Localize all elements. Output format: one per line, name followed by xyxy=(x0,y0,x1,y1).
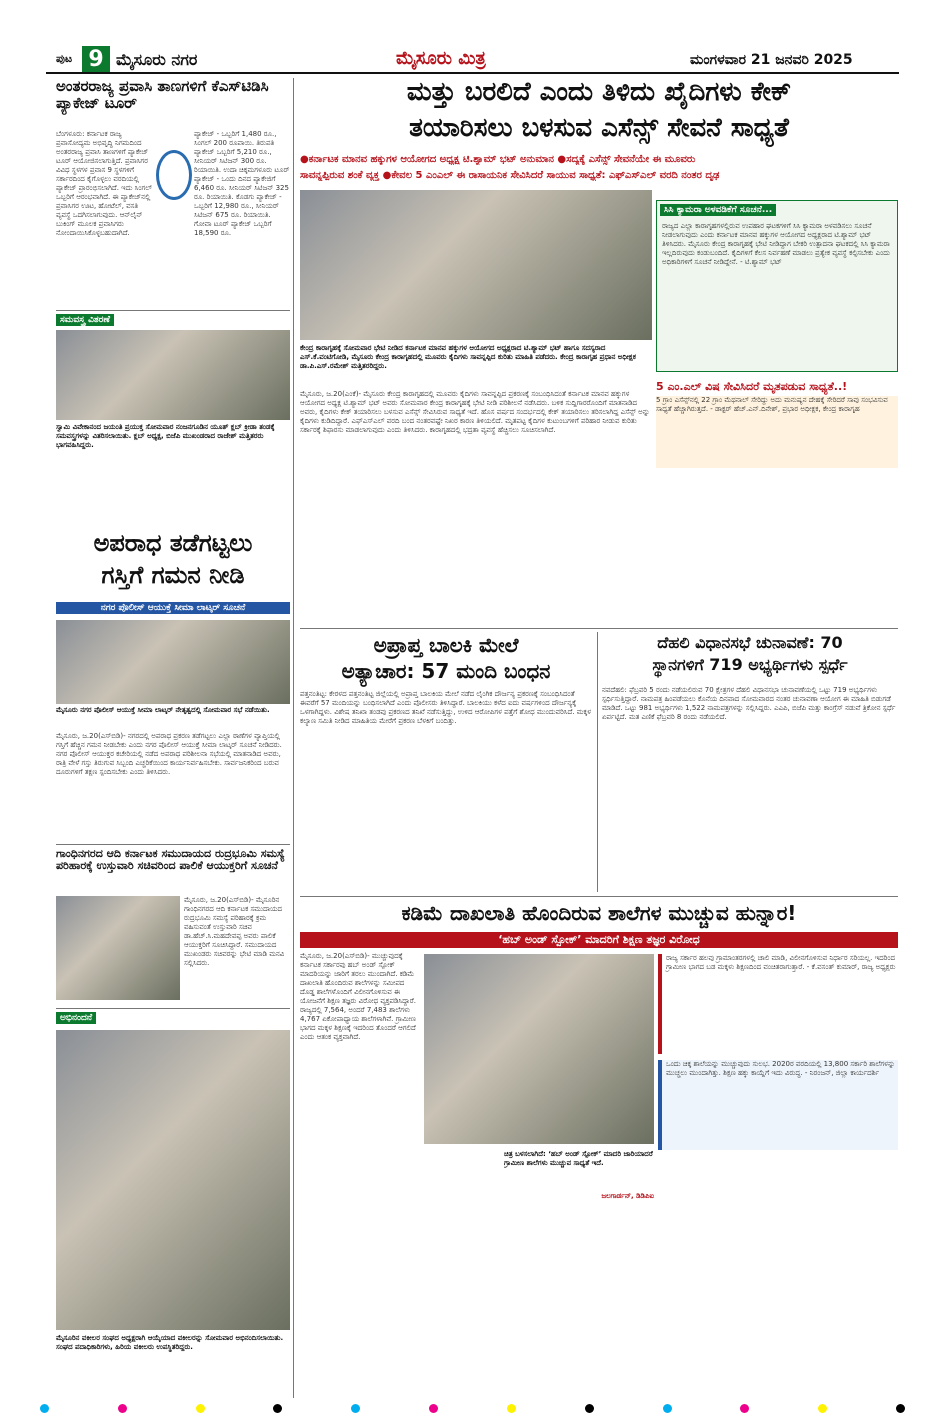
schools-quote-1: ರಾಜ್ಯ ಸರ್ಕಾರ ಹಲವು ಗ್ರಾಮಾಂತರಗಳಲ್ಲಿ ಚಾಲಿ ಮಾಡಿ, ವಿಲೀನಗೊಳಿಸುವ ನಿರ್ಧಾರ ಸರಿಯಲ್ಲ. ಇದರಿಂದ ಗ್ರಾಮೀಣ ಭಾಗದ ಬಡ ಮಕ್ಕಳು ಶಿಕ್ಷಣದಿಂದ ವಂಚಿತರಾಗುತ್ತಾರೆ. - ಕೆ.ವಸಂತ್ ಕುಮಾರ್, ರಾಜ್ಯ ಅಧ್ಯಕ್ಷರು xyxy=(658,954,898,1054)
cake-subhead-1: ●ಕರ್ನಾಟಕ ಮಾನವ ಹಕ್ಕುಗಳ ಆಯೋಗದ ಅಧ್ಯಕ್ಷ ಟಿ.ಶ್ಯಾಮ್ ಭಟ್ ಅನುಮಾನ ●ಸದ್ಯಕ್ಕೆ ಎಸೆನ್ಸ್ ಸೇವನೆಯೇ ಈ ಮೂವರು xyxy=(300,154,696,165)
schools-body-right xyxy=(658,1156,898,1392)
crime-caption: ಮೈಸೂರು ನಗರ ಪೊಲೀಸ್ ಆಯುಕ್ತೆ ಸೀಮಾ ಲಾಟ್ಕರ್ ನೇತೃತ್ವದಲ್ಲಿ ಸೋಮವಾರ ಸಭೆ ನಡೆಯಿತು. xyxy=(56,706,270,714)
cyan-dot xyxy=(351,1404,360,1413)
poison-alert-body: 5 ಗ್ರಾಂ ಎಸೆನ್ಸ್‌ನಲ್ಲಿ 22 ಗ್ರಾಂ ಮೆಥನಾಲ್ ಸೇರಿದ್ದು ಅದು ಮನುಷ್ಯನ ದೇಹಕ್ಕೆ ಸೇರಿದರೆ ಸಾವು ಸಂಭವಿಸುವ ಸಾಧ್ಯತೆ ಹೆಚ್ಚಾಗಿರುತ್ತದೆ. - ಡಾಕ್ಟರ್ ಹೆಚ್.ಎನ್.ದಿನೇಶ್, ಪ್ರಭಾರ ಅಧೀಕ್ಷಕ, ಕೇಂದ್ರ ಕಾರಾಗೃಹ xyxy=(656,396,898,468)
delhi-headline-1: ದೆಹಲಿ ವಿಧಾನಸಭೆ ಚುನಾವಣೆ: 70 xyxy=(657,633,843,652)
poison-alert-title: 5 ಎಂ.ಎಲ್ ವಿಷ ಸೇವಿಸಿದರೆ ಮೃತಪಡುವ ಸಾಧ್ಯತೆ..! xyxy=(656,380,848,393)
cake-subhead-2: ಸಾವನ್ನಪ್ಪಿರುವ ಶಂಕೆ ವ್ಯಕ್ತ ●ಕೇವಲ 5 ಎಂಎಲ್ ಈ ರಾಸಾಯನಿಕ ಸೇವಿಸಿದರೆ ಸಾಯುವ ಸಾಧ್ಯತೆ: ಎಫ್‌ಎಸ್‌ಎಲ್ ವರದಿ ನಂತರ ದೃಢ xyxy=(300,170,720,181)
felicitation2-caption: ಮೈಸೂರಿನ ವಕೀಲರ ಸಂಘದ ಅಧ್ಯಕ್ಷರಾಗಿ ಆಯ್ಕೆಯಾದ ವಕೀಲರನ್ನು ಸೋಮವಾರ ಅಭಿನಂದಿಸಲಾಯಿತು. ಸಂಘದ ಪದಾಧಿಕಾರಿಗಳು, ಹಿರಿಯ ವಕೀಲರು ಉಪಸ್ಥಿತರಿದ್ದರು. xyxy=(56,1334,284,1351)
schools-photo-caption: ಚಿತ್ರ ಬಳಸಲಾಗಿದೆ: ‘ಹಬ್ ಅಂಡ್ ಸ್ಪೋಕ್’ ಮಾದರಿ ಜಾರಿಯಾದರೆ ಗ್ರಾಮೀಣ ಶಾಲೆಗಳು ಮುಚ್ಚುವ ಸಾಧ್ಯತೆ ಇದೆ. xyxy=(504,1150,653,1167)
schools-body: ಮೈಸೂರು, ಜ.20(ಎಸ್‌ಬಿಡಿ)- ಮುಚ್ಚುವುದಕ್ಕೆ ಕರ್ನಾಟಕ ಸರ್ಕಾರವು ಹಬ್ ಅಂಡ್ ಸ್ಪೋಕ್ ಮಾದರಿಯನ್ನು ಜಾರಿಗೆ ತರಲು ಮುಂದಾಗಿದೆ. ಕಡಿಮೆ ದಾಖಲಾತಿ ಹೊಂದಿರುವ ಶಾಲೆಗಳನ್ನು ಸಮೀಪದ ದೊಡ್ಡ ಶಾಲೆಗಳೊಂದಿಗೆ ವಿಲೀನಗೊಳಿಸುವ ಈ ಯೋಜನೆಗೆ ಶಿಕ್ಷಣ ತಜ್ಞರು ವಿರೋಧ ವ್ಯಕ್ತಪಡಿಸಿದ್ದಾರೆ. ರಾಜ್ಯದಲ್ಲಿ 7,564, ಅಂದರೆ 7,483 ಶಾಲೆಗಳು 4,767 ಏಕೋಪಾಧ್ಯಾಯ ಶಾಲೆಗಳಾಗಿವೆ. ಗ್ರಾಮೀಣ ಭಾಗದ ಮಕ್ಕಳ ಶಿಕ್ಷಣಕ್ಕೆ ಇದರಿಂದ ತೊಂದರೆ ಆಗಲಿದೆ ಎಂದು ಆತಂಕ ವ್ಯಕ್ತವಾಗಿದೆ. xyxy=(300,952,416,1041)
black-dot xyxy=(585,1404,594,1413)
magenta-dot xyxy=(429,1404,438,1413)
schools-quote-2: ಒಂದು ಚಿಕ್ಕ ಶಾಲೆಯನ್ನು ಮುಚ್ಚುವುದು ಸುಲಭ. 2020ರ ವರದಿಯಲ್ಲಿ 13,800 ಸರ್ಕಾರಿ ಶಾಲೆಗಳನ್ನು ಮುಚ್ಚಲು ಮುಂದಾಗಿತ್ತು. ಶಿಕ್ಷಣ ಹಕ್ಕು ಕಾಯ್ದೆಗೆ ಇದು ವಿರುದ್ಧ. - ನಿರಂಜನ್, ಜಿಲ್ಲಾ ಕಾರ್ಯದರ್ಶಿ xyxy=(658,1060,898,1150)
crime-photo xyxy=(56,620,290,704)
schools-headline: ಕಡಿಮೆ ದಾಖಲಾತಿ ಹೊಂದಿರುವ ಶಾಲೆಗಳ ಮುಚ್ಚುವ ಹುನ್ನಾರ! xyxy=(401,901,797,925)
cake-photo xyxy=(300,190,652,340)
gandhinagar-body: ಮೈಸೂರು, ಜ.20(ಎಸ್‌ಬಿಡಿ)- ಮೈಸೂರಿನ ಗಾಂಧಿನಗರದ ಆದಿ ಕರ್ನಾಟಕ ಸಮುದಾಯದ ರುದ್ರಭೂಮಿ ಸಮಸ್ಯೆ ಪರಿಹಾರಕ್ಕೆ ಕ್ರಮ ವಹಿಸುವಂತೆ ಉಸ್ತುವಾರಿ ಸಚಿವ ಡಾ.ಹೆಚ್.ಸಿ.ಮಹದೇವಪ್ಪ ಅವರು ಪಾಲಿಕೆ ಆಯುಕ್ತರಿಗೆ ಸೂಚಿಸಿದ್ದಾರೆ. ಸಮುದಾಯದ ಮುಖಂಡರು ಸಚಿವರನ್ನು ಭೇಟಿ ಮಾಡಿ ಮನವಿ ಸಲ್ಲಿಸಿದರು. xyxy=(184,896,285,967)
header-rule xyxy=(46,72,899,74)
ksrtc-body-left: ಬೆಂಗಳೂರು: ಕರ್ನಾಟಕ ರಾಜ್ಯ ಪ್ರವಾಸೋದ್ಯಮ ಅಭಿವೃದ್ಧಿ ನಿಗಮದಿಂದ ಅಂತರರಾಜ್ಯ ಪ್ರವಾಸಿ ತಾಣಗಳಿಗೆ ಪ್ಯಾಕೇಜ್ ಟೂರ್ ಆಯೋಜಿಸಲಾಗುತ್ತಿದೆ. ಪ್ರವಾಸಿಗರ ವಿವಿಧ ಸ್ಥಳಗಳ ಪ್ರವಾಸ 9 ಸ್ಥಳಗಳಿಗೆ ಸರ್ಕಾರದಿಂದ ಕೈಗೊಳ್ಳಲು ವರದಿಯಲ್ಲಿ ಪ್ಯಾಕೇಜ್ ಪ್ರಾರಂಭಿಸಲಾಗಿದೆ. ಇದು ಸಿಂಗಲ್ ಒಬ್ಬರಿಗೆ ಆರಂಭವಾಗಿದೆ. ಈ ಪ್ಯಾಕೇಜ್‌ನಲ್ಲಿ ಪ್ರವಾಸಿಗರ ಊಟ, ಹೋಟೆಲ್, ವಸತಿ ವ್ಯವಸ್ಥೆ ಒದಗಿಸಲಾಗುವುದು. ಆನ್‌ಲೈನ್ ಬುಕಿಂಗ್ ಮೂಲಕ ಪ್ರವಾಸಿಗರು ನೋಂದಾಯಿಸಿಕೊಳ್ಳಬಹುದಾಗಿದೆ. xyxy=(56,130,153,237)
ksrtc-headline: ಅಂತರರಾಜ್ಯ ಪ್ರವಾಸಿ ತಾಣಗಳಿಗೆ ಕೆಎಸ್‌ಟಿಡಿಸಿ ಪ್ಯಾಕೇಜ್ ಟೂರ್ xyxy=(56,77,269,112)
ksrtc-body-right: ಪ್ಯಾಕೇಜ್ - ಒಬ್ಬರಿಗೆ 1,480 ರೂ., ಸಿಂಗಲ್ 200 ರೂಪಾಯಿ. ತಿರುಪತಿ ಪ್ಯಾಕೇಜ್ ಒಬ್ಬರಿಗೆ 5,210 ರೂ., ಸೀನಿಯರ್ ಸಿಟಿಜನ್ 300 ರೂ. ರಿಯಾಯಿತಿ. ಉದಾ ಚಿಕ್ಕಮಗಳೂರು ಟೂರ್ ಪ್ಯಾಕೇಜ್ - ಒಂದು ದಿನದ ಪ್ಯಾಕೇಜಿಗೆ 6,460 ರೂ. ಸೀನಿಯರ್ ಸಿಟಿಜನ್ 325 ರೂ. ರಿಯಾಯಿತಿ. ಕೊಡಗು ಪ್ಯಾಕೇಜ್ - ಒಬ್ಬರಿಗೆ 12,980 ರೂ., ಸೀನಿಯರ್ ಸಿಟಿಜನ್ 675 ರೂ. ರಿಯಾಯಿತಿ. ಗೋವಾ ಟೂರ್ ಪ್ಯಾಕೇಜ್ ಒಬ್ಬರಿಗೆ 18,590 ರೂ. xyxy=(194,130,290,237)
cake-body-cont xyxy=(656,474,898,624)
cake-body: ಮೈಸೂರು, ಜ.20(ಎಂಕೆ)- ಮೈಸೂರು ಕೇಂದ್ರ ಕಾರಾಗೃಹದಲ್ಲಿ ಮೂವರು ಕೈದಿಗಳು ಸಾವನ್ನಪ್ಪಿದ ಪ್ರಕರಣಕ್ಕೆ ಸಂಬಂಧಿಸಿದಂತೆ ಕರ್ನಾಟಕ ಮಾನವ ಹಕ್ಕುಗಳ ಆಯೋಗದ ಅಧ್ಯಕ್ಷ ಟಿ.ಶ್ಯಾಮ್ ಭಟ್ ಅವರು ಸೋಮವಾರ ಕೇಂದ್ರ ಕಾರಾಗೃಹಕ್ಕೆ ಭೇಟಿ ನೀಡಿ ಪರಿಶೀಲನೆ ನಡೆಸಿದರು. ಬಳಿಕ ಸುದ್ದಿಗಾರರೊಂದಿಗೆ ಮಾತನಾಡಿದ ಅವರು, ಕೈದಿಗಳು ಕೇಕ್ ತಯಾರಿಸಲು ಬಳಸುವ ಎಸೆನ್ಸ್ ಸೇವಿಸಿರುವ ಸಾಧ್ಯತೆ ಇದೆ. ಹೊಸ ವರ್ಷದ ಸಂದರ್ಭದಲ್ಲಿ ಕೇಕ್ ತಯಾರಿಸಲು ತರಿಸಲಾಗಿದ್ದ ಎಸೆನ್ಸ್ ಅನ್ನು ಕೈದಿಗಳು ಕುಡಿದಿದ್ದಾರೆ. ಎಫ್‌ಎಸ್‌ಎಲ್ ವರದಿ ಬಂದ ನಂತರವಷ್ಟೇ ನಿಖರ ಕಾರಣ ತಿಳಿಯಲಿದೆ. ಮೃತಪಟ್ಟ ಕೈದಿಗಳ ಕುಟುಂಬಗಳಿಗೆ ಪರಿಹಾರ ನೀಡುವ ಕುರಿತು ಸರ್ಕಾರಕ್ಕೆ ಶಿಫಾರಸು ಮಾಡಲಾಗುವುದು ಎಂದು ತಿಳಿಸಿದರು. ಕಾರಾಗೃಹದಲ್ಲಿ ಭದ್ರತಾ ವ್ಯವಸ್ಥೆ ಹೆಚ್ಚಿಸಲು ಸೂಚಿಸಲಾಗಿದೆ. xyxy=(300,390,650,434)
crime-headline-2: ಗಸ್ತಿಗೆ ಗಮನ ನೀಡಿ xyxy=(101,561,245,589)
black-dot xyxy=(896,1404,905,1413)
magenta-dot xyxy=(118,1404,127,1413)
gandhinagar-photo xyxy=(56,896,180,1000)
felicitation2-band: ಅಭಿನಂದನೆ xyxy=(56,1012,96,1024)
felicitation-caption: ಸ್ವಾಮಿ ವಿವೇಕಾನಂದ ಜಯಂತಿ ಪ್ರಯುಕ್ತ ಸೋಮವಾರ ನಂಜನಗೂಡಿನ ಯೂತ್ ಕ್ಲಬ್ ಕ್ರೀಡಾ ತಂಡಕ್ಕೆ ಸಮವಸ್ತ್ರಗಳನ್ನು ವಿತರಿಸಲಾಯಿತು. ಕ್ಲಬ್ ಅಧ್ಯಕ್ಷ, ಬಿಜೆಪಿ ಮುಖಂಡರಾದ ರಾಜೇಶ್ ಮತ್ತಿತರರು ಭಾಗವಹಿಸಿದ್ದರು. xyxy=(56,423,275,449)
gandhinagar-headline: ಗಾಂಧಿನಗರದ ಆದಿ ಕರ್ನಾಟಕ ಸಮುದಾಯದ ರುದ್ರಭೂಮಿ ಸಮಸ್ಯೆ ಪರಿಹಾರಕ್ಕೆ ಉಸ್ತುವಾರಿ ಸಚಿವರಿಂದ ಪಾಲಿಕೆ ಆಯುಕ್ತರಿಗೆ ಸೂಚನೆ xyxy=(56,847,285,873)
schools-photo xyxy=(424,954,654,1144)
cc-camera-box-title: ಸಿಸಿ ಕ್ಯಾಮರಾ ಅಳವಡಿಕೆಗೆ ಸೂಚನೆ... xyxy=(660,204,776,216)
schools-body-cont xyxy=(424,1206,654,1392)
newspaper-name: ಮೈಸೂರು ಮಿತ್ರ xyxy=(396,48,486,69)
assault-body: ಪತ್ತನಂತಿಟ್ಟ: ಕೇರಳದ ಪತ್ತನಂತಿಟ್ಟ ಜಿಲ್ಲೆಯಲ್ಲಿ ಅಪ್ರಾಪ್ತ ಬಾಲಕಿಯ ಮೇಲೆ ನಡೆದ ಲೈಂಗಿಕ ದೌರ್ಜನ್ಯ ಪ್ರಕರಣಕ್ಕೆ ಸಂಬಂಧಿಸಿದಂತೆ ಈವರೆಗೆ 57 ಮಂದಿಯನ್ನು ಬಂಧಿಸಲಾಗಿದೆ ಎಂದು ಪೊಲೀಸರು ತಿಳಿಸಿದ್ದಾರೆ. ಬಾಲಕಿಯು ಕಳೆದ ಐದು ವರ್ಷಗಳಿಂದ ದೌರ್ಜನ್ಯಕ್ಕೆ ಒಳಗಾಗಿದ್ದಳು. ವಿಶೇಷ ತನಿಖಾ ತಂಡವು ಪ್ರಕರಣದ ತನಿಖೆ ನಡೆಸುತ್ತಿದ್ದು, ಉಳಿದ ಆರೋಪಿಗಳ ಪತ್ತೆಗೆ ಶೋಧ ಮುಂದುವರಿಸಿದೆ. ಮಕ್ಕಳ ಕಲ್ಯಾಣ ಸಮಿತಿ ನೀಡಿದ ಮಾಹಿತಿಯ ಮೇರೆಗೆ ಪ್ರಕರಣ ಬೆಳಕಿಗೆ ಬಂದಿತ್ತು. xyxy=(300,690,592,725)
assault-headline-1: ಅಪ್ರಾಪ್ತ ಬಾಲಕಿ ಮೇಲೆ xyxy=(373,633,519,657)
magenta-dot xyxy=(740,1404,749,1413)
yellow-dot xyxy=(196,1404,205,1413)
delhi-body: ನವದೆಹಲಿ: ಫೆಬ್ರವರಿ 5 ರಂದು ನಡೆಯಲಿರುವ 70 ಕ್ಷೇತ್ರಗಳ ದೆಹಲಿ ವಿಧಾನಸಭಾ ಚುನಾವಣೆಯಲ್ಲಿ ಒಟ್ಟು 719 ಅಭ್ಯರ್ಥಿಗಳು ಸ್ಪರ್ಧಿಸುತ್ತಿದ್ದಾರೆ. ನಾಮಪತ್ರ ಹಿಂಪಡೆಯಲು ಕೊನೆಯ ದಿನವಾದ ಸೋಮವಾರದ ನಂತರ ಚುನಾವಣಾ ಆಯೋಗ ಈ ಮಾಹಿತಿ ಬಿಡುಗಡೆ ಮಾಡಿದೆ. ಒಟ್ಟು 981 ಅಭ್ಯರ್ಥಿಗಳು 1,522 ನಾಮಪತ್ರಗಳನ್ನು ಸಲ್ಲಿಸಿದ್ದರು. ಎಎಪಿ, ಬಿಜೆಪಿ ಮತ್ತು ಕಾಂಗ್ರೆಸ್ ನಡುವೆ ತ್ರಿಕೋನ ಸ್ಪರ್ಧೆ ಏರ್ಪಟ್ಟಿದೆ. ಮತ ಎಣಿಕೆ ಫೆಬ್ರವರಿ 8 ರಂದು ನಡೆಯಲಿದೆ. xyxy=(602,686,896,721)
cyan-dot xyxy=(40,1404,49,1413)
cake-headline-2: ತಯಾರಿಸಲು ಬಳಸುವ ಎಸೆನ್ಸ್ ಸೇವನೆ ಸಾಧ್ಯತೆ xyxy=(409,113,789,143)
assault-headline-2: ಅತ್ಯಾಚಾರ: 57 ಮಂದಿ ಬಂಧನ xyxy=(341,659,551,683)
yellow-dot xyxy=(818,1404,827,1413)
crime-body: ಮೈಸೂರು, ಜ.20(ಎಸ್‌ಬಿಡಿ)- ನಗರದಲ್ಲಿ ಅಪರಾಧ ಪ್ರಕರಣ ತಡೆಗಟ್ಟಲು ಎಲ್ಲಾ ಠಾಣೆಗಳ ವ್ಯಾಪ್ತಿಯಲ್ಲಿ ಗಸ್ತಿಗೆ ಹೆಚ್ಚಿನ ಗಮನ ನೀಡಬೇಕು ಎಂದು ನಗರ ಪೊಲೀಸ್ ಆಯುಕ್ತೆ ಸೀಮಾ ಲಾಟ್ಕರ್ ಸೂಚನೆ ನೀಡಿದರು. ನಗರ ಪೊಲೀಸ್ ಆಯುಕ್ತರ ಕಚೇರಿಯಲ್ಲಿ ನಡೆದ ಅಪರಾಧ ಪರಿಶೀಲನಾ ಸಭೆಯಲ್ಲಿ ಮಾತನಾಡಿದ ಅವರು, ರಾತ್ರಿ ವೇಳೆ ಗಸ್ತು ತಿರುಗುವ ಸಿಬ್ಬಂದಿ ಎಚ್ಚರಿಕೆಯಿಂದ ಕಾರ್ಯನಿರ್ವಹಿಸಬೇಕು. ಸಾರ್ವಜನಿಕರಿಂದ ಬರುವ ದೂರುಗಳಿಗೆ ತಕ್ಷಣ ಸ್ಪಂದಿಸಬೇಕು ಎಂದು ತಿಳಿಸಿದರು. xyxy=(56,732,282,776)
cyan-dot xyxy=(663,1404,672,1413)
black-dot xyxy=(273,1404,282,1413)
kstdc-logo xyxy=(156,150,192,200)
felicitation-photo xyxy=(56,330,290,420)
cake-headline-1: ಮತ್ತು ಬರಲಿದೆ ಎಂದು ತಿಳಿದು ಖೈದಿಗಳು ಕೇಕ್ xyxy=(406,77,792,107)
schools-photo-credit: ಜಲಗಾರ್ಡನ್, ಡಿಡಿಪಿಐ xyxy=(601,1192,654,1200)
delhi-headline-2: ಸ್ಥಾನಗಳಿಗೆ 719 ಅಭ್ಯರ್ಥಿಗಳು ಸ್ಪರ್ಧೆ xyxy=(652,655,848,674)
crime-headline-1: ಅಪರಾಧ ತಡೆಗಟ್ಟಲು xyxy=(93,529,253,557)
cake-photo-caption: ಕೇಂದ್ರ ಕಾರಾಗೃಹಕ್ಕೆ ಸೋಮವಾರ ಭೇಟಿ ನೀಡಿದ ಕರ್ನಾಟಕ ಮಾನವ ಹಕ್ಕುಗಳ ಆಯೋಗದ ಅಧ್ಯಕ್ಷರಾದ ಟಿ.ಶ್ಯಾಮ್ ಭಟ್ ಹಾಗೂ ಸದಸ್ಯರಾದ ಎಸ್.ಕೆ.ವಂಟಿಗೋಡಿ, ಮೈಸೂರು ಕೇಂದ್ರ ಕಾರಾಗೃಹದಲ್ಲಿ ಮೂವರು ಕೈದಿಗಳು ಸಾವನ್ನಪ್ಪಿದ ಕುರಿತು ಮಾಹಿತಿ ಪಡೆದರು. ಕೇಂದ್ರ ಕಾರಾಗೃಹ ಪ್ರಧಾನ ಅಧೀಕ್ಷಕ ಡಾ.ಪಿ.ಎಸ್.ರಮೇಶ್ ಮತ್ತಿತರರಿದ್ದರು. xyxy=(300,344,636,370)
page-label: ಪುಟ xyxy=(56,52,73,65)
page-number: 9 xyxy=(82,46,110,74)
registration-marks xyxy=(40,1404,905,1416)
section-name: ಮೈಸೂರು ನಗರ xyxy=(116,50,198,69)
felicitation2-photo xyxy=(56,1030,290,1330)
issue-date: ಮಂಗಳವಾರ 21 ಜನವರಿ 2025 xyxy=(690,52,853,68)
yellow-dot xyxy=(507,1404,516,1413)
schools-band: ‘ಹಬ್ ಅಂಡ್ ಸ್ಪೋಕ್’ ಮಾದರಿಗೆ ಶಿಕ್ಷಣ ತಜ್ಞರ ವಿರೋಧ xyxy=(300,932,898,948)
crime-band: ನಗರ ಪೊಲೀಸ್ ಆಯುಕ್ತೆ ಸೀಮಾ ಲಾಟ್ಕರ್ ಸೂಚನೆ xyxy=(56,602,290,614)
felicitation-band: ಸಮವಸ್ತ್ರ ವಿತರಣೆ xyxy=(56,314,114,326)
cc-camera-box-body: ರಾಜ್ಯದ ಎಲ್ಲಾ ಕಾರಾಗೃಹಗಳಲ್ಲಿರುವ ಉಪಹಾರ ಘಟಕಗಳಿಗೆ ಸಿಸಿ ಕ್ಯಾಮರಾ ಅಳವಡಿಸಲು ಸೂಚನೆ ನೀಡಲಾಗುವುದು ಎಂದು ಕರ್ನಾಟಕ ಮಾನವ ಹಕ್ಕುಗಳ ಆಯೋಗದ ಅಧ್ಯಕ್ಷರಾದ ಟಿ.ಶ್ಯಾಮ್ ಭಟ್ ತಿಳಿಸಿದರು. ಮೈಸೂರು ಕೇಂದ್ರ ಕಾರಾಗೃಹಕ್ಕೆ ಭೇಟಿ ನೀಡಿದ್ದಾಗ ಬೇಕರಿ ಉತ್ಪಾದನಾ ಘಟಕದಲ್ಲಿ ಸಿಸಿ ಕ್ಯಾಮರಾ ಇಲ್ಲದಿರುವುದು ಕಂಡುಬಂದಿದೆ. ಕೈದಿಗಳಿಗೆ ಕೆಲಸ ನಿರ್ವಹಣೆ ಮಾಡಲು ಪ್ರತ್ಯೇಕ ವ್ಯವಸ್ಥೆ ಕಲ್ಪಿಸಬೇಕು ಎಂದು ಅಧಿಕಾರಿಗಳಿಗೆ ಸೂಚನೆ ನೀಡಿದ್ದೇನೆ. - ಟಿ.ಶ್ಯಾಮ್ ಭಟ್ xyxy=(662,222,890,266)
